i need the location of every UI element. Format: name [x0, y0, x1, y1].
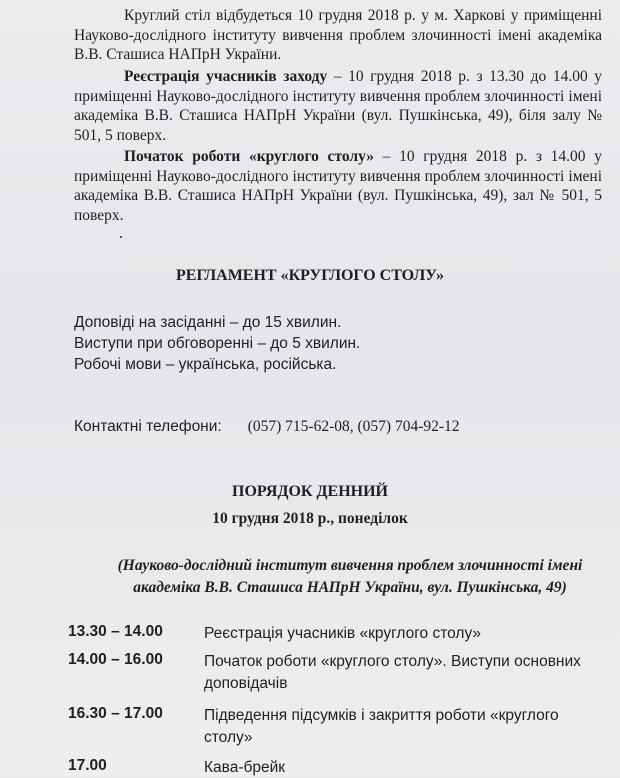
agenda-desc-cont: столу» — [204, 729, 253, 746]
agenda-time: 14.00 – 16.00 — [68, 651, 163, 668]
agenda-desc: Кава-брейк — [204, 759, 286, 776]
regulation-item: Робочі мови – українська, російська. — [74, 356, 337, 373]
regulations-title: РЕГЛАМЕНТ «КРУГЛОГО СТОЛУ» — [176, 267, 444, 284]
regulation-item: Виступи при обговоренні – до 5 хвилин. — [74, 335, 361, 352]
contacts-label: Контактні телефони: — [74, 418, 222, 435]
registration-paragraph — [74, 67, 602, 145]
agenda-time: 17.00 — [68, 757, 107, 774]
start-text: – 10 грудня 2018 р. з 14.00 у приміщенні Науково-дослідного інституту вивчення проблем злочинності імені академіка В.В. Сташиса НАПрН України (вул. Пушкінська, 49), зал № 501, 5 поверх. — [74, 148, 602, 224]
agenda-title: ПОРЯДОК ДЕННИЙ — [232, 483, 388, 500]
intro-text: Круглий стіл відбудеться 10 грудня 2018 р. у м. Харкові у приміщенні Науково-дослідного інституту вивчення проблем злочинності імені академіка В.В. Сташиса НАПрН України. — [74, 7, 602, 64]
stray-dot — [120, 236, 122, 238]
intro-paragraph — [74, 6, 602, 65]
contacts-line — [74, 418, 460, 436]
agenda-time: 13.30 – 14.00 — [68, 623, 163, 640]
registration-label: Реєстрація учасників заходу — [124, 68, 328, 85]
contacts-phones: (057) 715-62-08, (057) 704-92-12 — [247, 418, 460, 435]
regulation-item: Доповіді на засіданні – до 15 хвилин. — [74, 314, 342, 331]
agenda-time: 16.30 – 17.00 — [68, 705, 163, 722]
agenda-desc-cont: доповідачів — [204, 675, 288, 692]
agenda-venue-line1: (Науково-дослідний інститут вивчення проблем злочинності імені — [117, 557, 583, 574]
agenda-date: 10 грудня 2018 р., понеділок — [212, 510, 408, 527]
agenda-desc: Підведення підсумків і закриття роботи «круглого — [204, 707, 559, 724]
registration-text: – 10 грудня 2018 р. з 13.30 до 14.00 у приміщенні Науково-дослідного інституту вивчення проблем злочинності імені академіка В.В. Сташиса НАПрН України (вул. Пушкінська, 49), біля залу № 501, 5 поверх. — [74, 68, 602, 144]
agenda-venue-line2: академіка В.В. Сташиса НАПрН України, вул. Пушкінська, 49) — [133, 579, 567, 596]
agenda-desc: Реєстрація учасників «круглого столу» — [204, 625, 482, 642]
agenda-desc: Початок роботи «круглого столу». Виступи основних — [204, 653, 581, 670]
start-label: Початок роботи «круглого столу» — [124, 148, 374, 165]
start-paragraph — [74, 147, 602, 225]
